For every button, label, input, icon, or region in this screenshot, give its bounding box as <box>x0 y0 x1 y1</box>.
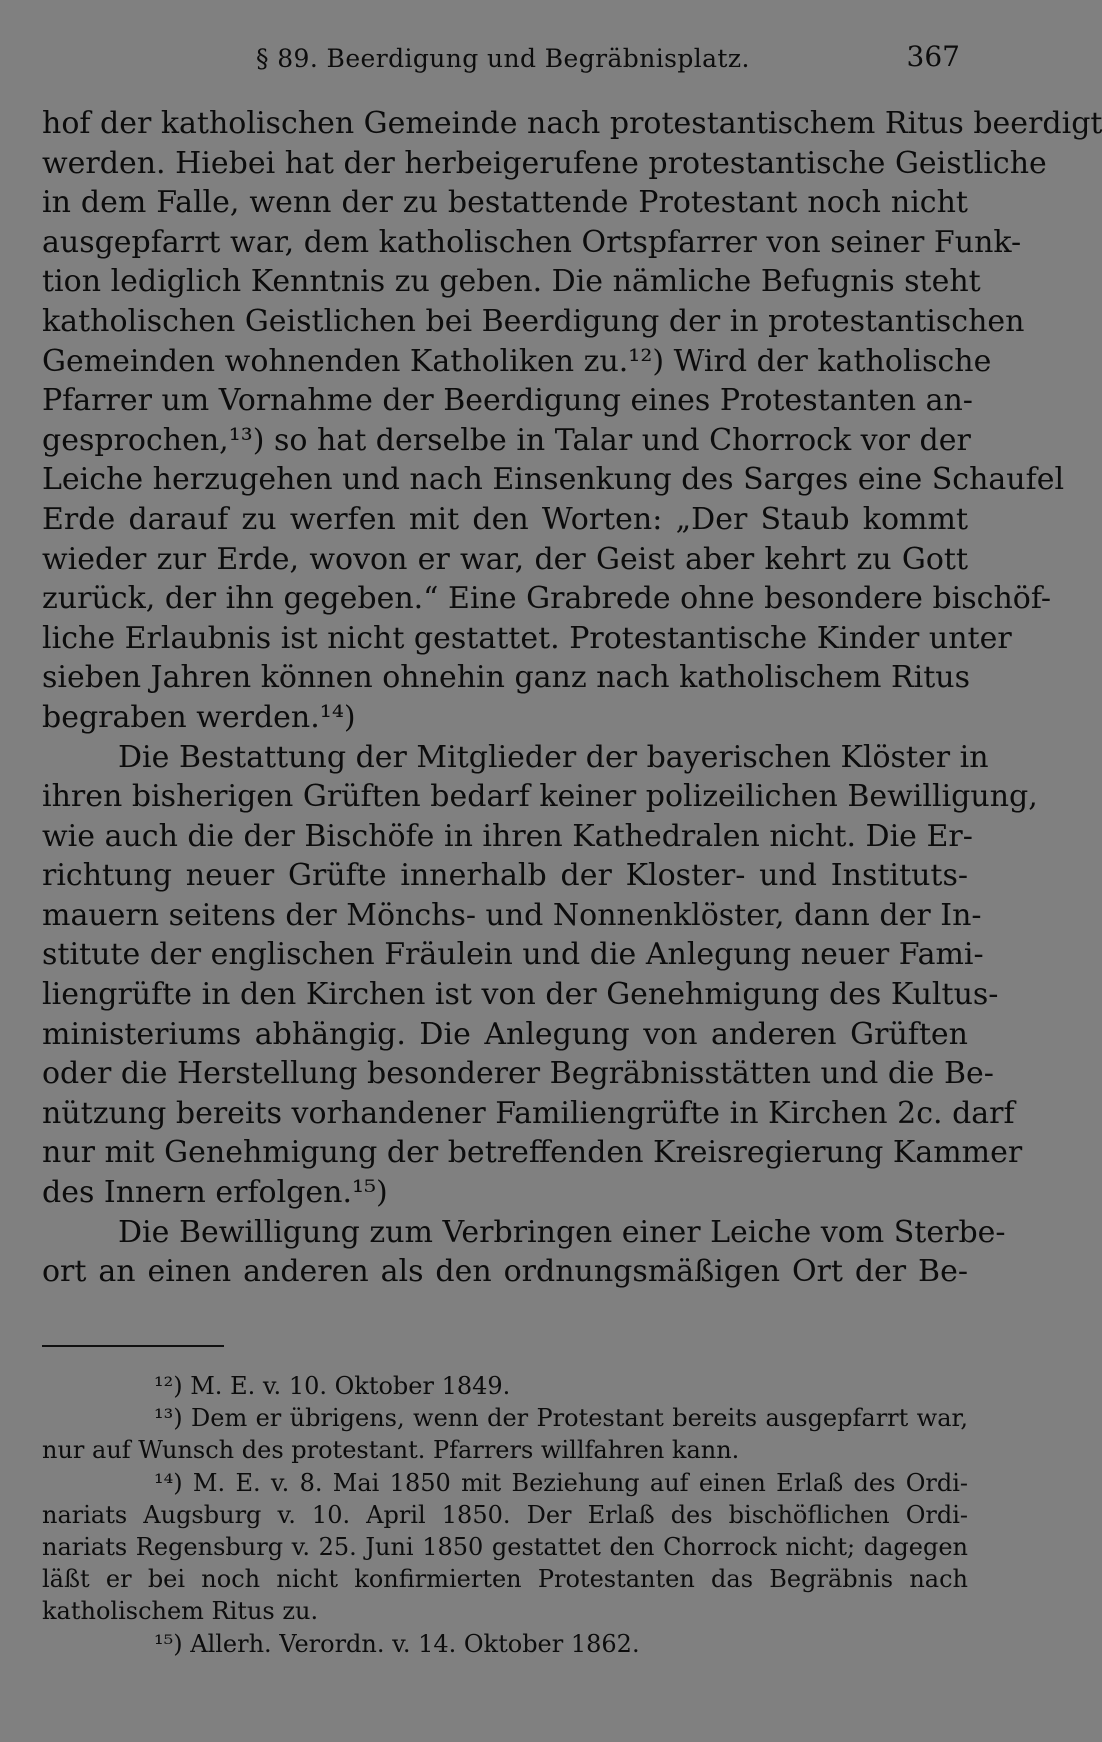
footnote-12: ¹²) M. E. v. 10. Oktober 1849. <box>154 1372 511 1400</box>
text-line: nützung bereits vorhandener Familiengrüfte in Kirchen 2c. darf <box>42 1095 1015 1131</box>
text-line: ort an einen anderen als den ordnungsmäßigen Ort der Be- <box>42 1254 968 1290</box>
text-line: liengrüfte in den Kirchen ist von der Genehmigung des Kultus- <box>42 977 999 1013</box>
page-header <box>40 40 980 84</box>
paragraph-first-line: Die Bewilligung zum Verbringen einer Leiche vom Sterbe- <box>118 1214 1006 1250</box>
text-line: stitute der englischen Fräulein und die Anlegung neuer Fami- <box>42 937 984 973</box>
body-text <box>42 104 1102 1292</box>
footnotes <box>42 1370 968 1660</box>
text-line: ihren bisherigen Grüften bedarf keiner polizeilichen Bewilligung, <box>42 779 1038 815</box>
text-line: begraben werden.¹⁴) <box>42 699 356 735</box>
text-line: in dem Falle, wenn der zu bestattende Protestant noch nicht <box>42 185 968 221</box>
text-line: hof der katholischen Gemeinde nach protestantischem Ritus beerdigt <box>42 106 1102 141</box>
text-line: Gemeinden wohnenden Katholiken zu.¹²) Wird der katholische <box>42 343 992 379</box>
text-line: oder die Herstellung besonderer Begräbnisstätten und die Be- <box>42 1056 994 1092</box>
running-head: § 89. Beerdigung und Begräbnisplatz. <box>256 44 750 73</box>
footnote-14: ¹⁴) M. E. v. 8. Mai 1850 mit Beziehung auf einen Erlaß des Ordi- <box>154 1468 968 1497</box>
text-line: mauern seitens der Mönchs- und Nonnenklöster, dann der In- <box>42 897 982 933</box>
text-line: des Innern erfolgen.¹⁵) <box>42 1175 388 1211</box>
paragraph-first-line: Die Bestattung der Mitglieder der bayerischen Klöster in <box>118 739 989 775</box>
text-line: Leiche herzugehen und nach Einsenkung des Sarges eine Schaufel <box>42 462 1065 498</box>
text-line: Pfarrer um Vornahme der Beerdigung eines Protestanten an- <box>42 383 973 419</box>
footnote-line: nariats Augsburg v. 10. April 1850. Der Erlaß des bischöflichen Ordi- <box>42 1500 968 1529</box>
text-line: wie auch die der Bischöfe in ihren Kathedralen nicht. Die Er- <box>42 818 973 854</box>
text-line: zurück, der ihn gegeben.“ Eine Grabrede ohne besondere bischöf- <box>42 581 1052 617</box>
footnote-13: ¹³) Dem er übrigens, wenn der Protestant bereits ausgepfarrt war, <box>154 1404 968 1433</box>
text-line: wieder zur Erde, wovon er war, der Geist aber kehrt zu Gott <box>42 541 968 577</box>
footnote-line: nariats Regensburg v. 25. Juni 1850 gestattet den Chorrock nicht; dagegen <box>42 1532 968 1561</box>
text-line: Erde darauf zu werfen mit den Worten: „Der Staub kommt <box>42 501 968 537</box>
text-line: richtung neuer Grüfte innerhalb der Kloster- und Instituts- <box>42 858 968 894</box>
text-line: werden. Hiebei hat der herbeigerufene protestantische Geistliche <box>42 145 1047 181</box>
footnote-15: ¹⁵) Allerh. Verordn. v. 14. Oktober 1862. <box>154 1629 640 1658</box>
text-line: tion lediglich Kenntnis zu geben. Die nämliche Befugnis steht <box>42 264 981 300</box>
text-line: ausgepfarrt war, dem katholischen Ortspfarrer von seiner Funk- <box>42 224 1022 260</box>
footnote-line: läßt er bei noch nicht konfirmierten Protestanten das Begräbnis nach <box>42 1565 968 1594</box>
text-line: ministeriums abhängig. Die Anlegung von anderen Grüften <box>42 1016 968 1052</box>
text-line: liche Erlaubnis ist nicht gestattet. Protestantische Kinder unter <box>42 620 1012 656</box>
text-line: sieben Jahren können ohnehin ganz nach katholischem Ritus <box>42 660 970 696</box>
footnote-line: nur auf Wunsch des protestant. Pfarrers willfahren kann. <box>42 1436 740 1465</box>
text-line: nur mit Genehmigung der betreffenden Kreisregierung Kammer <box>42 1135 1023 1171</box>
text-line: gesprochen,¹³) so hat derselbe in Talar und Chorrock vor der <box>42 422 971 458</box>
footnote-divider <box>42 1345 224 1347</box>
footnote-line: katholischem Ritus zu. <box>42 1597 319 1626</box>
text-line: katholischen Geistlichen bei Beerdigung der in protestantischen <box>42 303 1025 339</box>
page-number: 367 <box>906 40 960 73</box>
